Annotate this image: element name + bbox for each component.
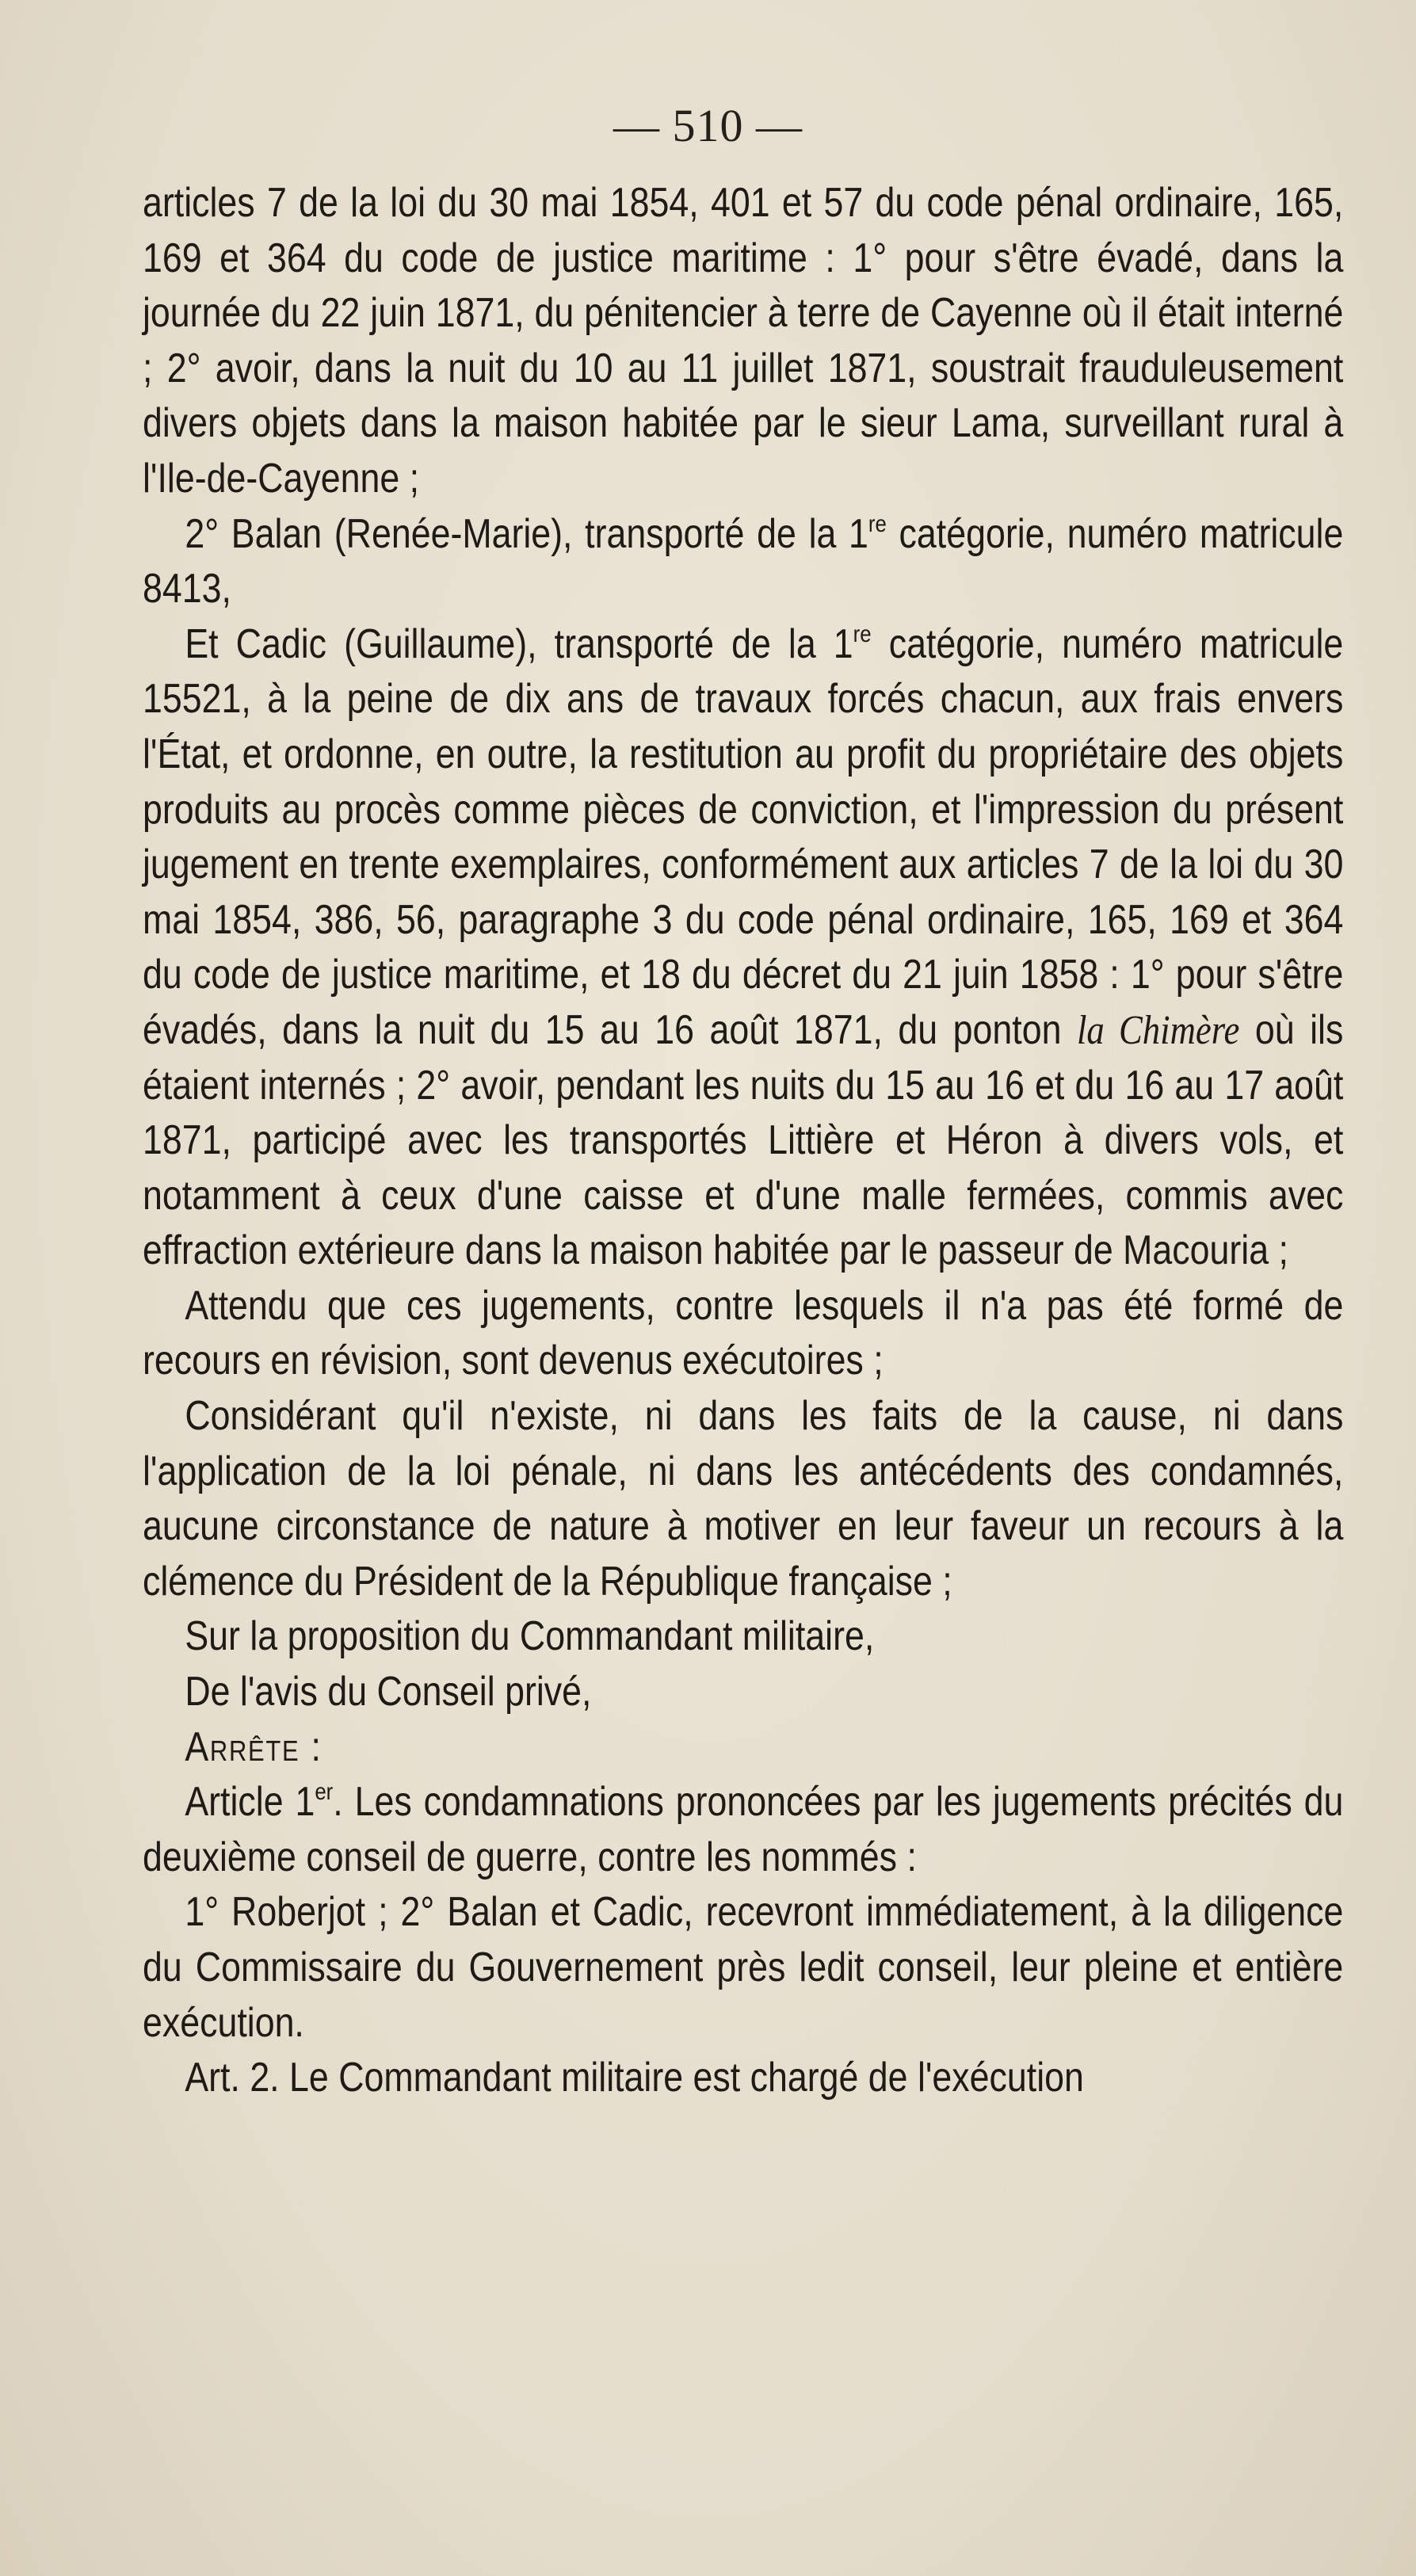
paragraph-avis: De l'avis du Conseil privé, <box>185 1669 592 1715</box>
paragraph-cadic <box>143 617 1343 1279</box>
paragraph-attendu: Attendu que ces jugements, contre lesquels il n'a pas été formé de recours en révision, sont devenus exécutoires ; <box>143 1282 1344 1384</box>
text-run: catégorie, numéro matricule 15521, à la peine de dix ans de travaux forcés chacun, aux frais envers l'État, et ordonne, en outre, la restitution au profit du propriétaire des objets produits au procès comme pièces de conviction, et l'impression du présent jugement en trente exemplaires, conformément aux articles 7 de la loi du 30 mai 1854, 386, 56, paragraphe 3 du code pénal ordinaire, 165, 169 et 364 du code de justice maritime, et 18 du décret du 21 juin 1858 : 1° pour s'être évadés, dans la nuit du 15 au 16 août 1871, du ponton <box>143 620 1344 1053</box>
text-run: Et Cadic (Guillaume), transporté de la 1 <box>185 620 853 667</box>
superscript: re <box>868 510 887 537</box>
paragraph-arrete: Arrête : <box>185 1723 323 1770</box>
text-run: Article 1 <box>185 1779 315 1826</box>
paragraph-execution: 1° Roberjot ; 2° Balan et Cadic, recevront immédiatement, à la diligence du Commissaire du Gouvernement près ledit conseil, leur pleine et entière exécution. <box>143 1889 1344 2046</box>
paragraph-article-1 <box>143 1775 1343 1885</box>
body-text <box>143 176 1343 2106</box>
paragraph-balan <box>143 507 1343 617</box>
text-run: où ils étaient internés ; 2° avoir, pendant les nuits du 15 au 16 et du 16 au 17 août 1871, participé avec les transportés Littière et Héron à divers vols, et notamment à ceux d'une caisse et d'une malle fermées, commis avec effraction extérieure dans la maison habitée par le passeur de Macouria ; <box>143 1006 1344 1274</box>
superscript: re <box>853 620 872 647</box>
paragraph-proposition: Sur la proposition du Commandant militaire, <box>185 1613 875 1660</box>
paragraph-article-2: Art. 2. Le Commandant militaire est chargé de l'exécution <box>185 2055 1084 2101</box>
page-number: — 510 — <box>613 100 803 151</box>
text-run: . Les condamnations prononcées par les jugements précités du deuxième conseil de guerre, contre les nommés : <box>143 1779 1344 1880</box>
paragraph-continuation: articles 7 de la loi du 30 mai 1854, 401 et 57 du code pénal ordinaire, 165, 169 et 364 du code de justice maritime : 1° pour s'être évadé, dans la journée du 22 juin 1871, du pénitencier à terre de Cayenne où il était interné ; 2° avoir, dans la nuit du 10 au 11 juillet 1871, soustrait frauduleusement divers objets dans la maison habitée par le sieur Lama, surveillant rural à l'Ile-de-Cayenne ; <box>143 180 1344 502</box>
superscript: er <box>315 1779 334 1806</box>
text-run: catégorie, numéro matricule 8413, <box>143 510 1344 613</box>
text-run: 2° Balan (Renée-Marie), transporté de la 1 <box>185 510 868 557</box>
paragraph-considerant: Considérant qu'il n'existe, ni dans les faits de la cause, ni dans l'application de la loi pénale, ni dans les antécédents des condamnés, aucune circonstance de nature à motiver en leur faveur un recours à la clémence du Président de la République française ; <box>143 1393 1344 1605</box>
ship-name-italic: la Chimère <box>1076 1007 1240 1053</box>
